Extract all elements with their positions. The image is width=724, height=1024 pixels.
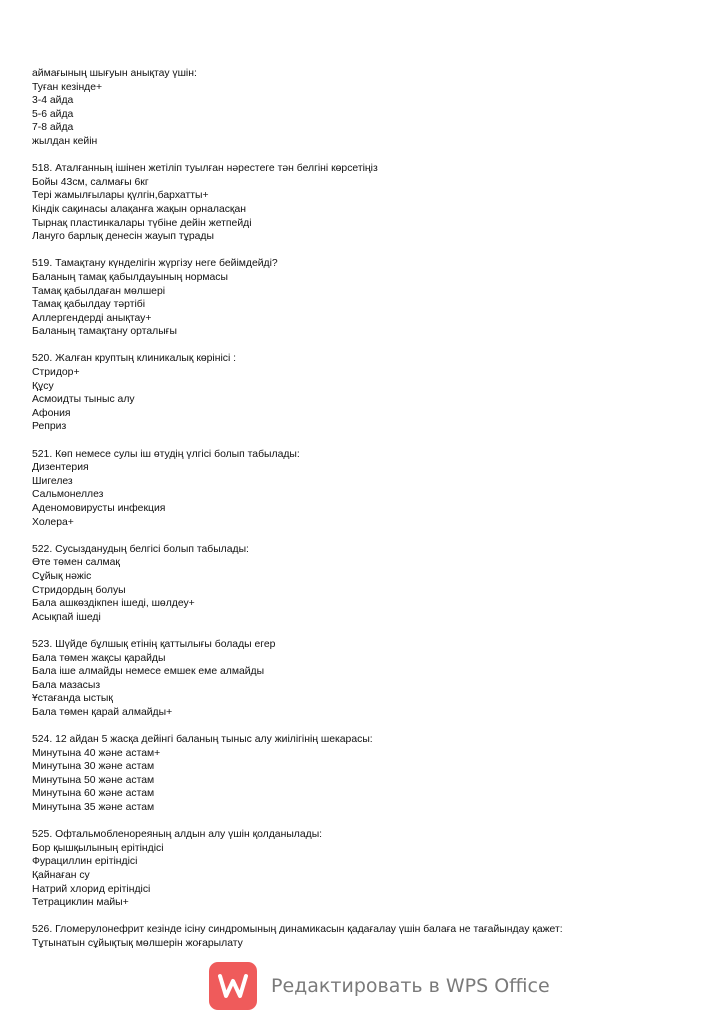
text-line: Тырнақ пластинкалары түбіне дейін жетпейді (32, 217, 252, 229)
text-line: Бойы 43см, салмағы 6кг (32, 176, 149, 188)
text-line: Бала іше алмайды немесе емшек еме алмайды (32, 666, 265, 678)
text-line: Бала мазасыз (32, 679, 101, 691)
text-line: Лануго барлық денесін жауып тұрады (32, 231, 214, 243)
text-line: Ұстағанда ыстық (32, 693, 113, 705)
blank-line (32, 339, 702, 353)
text-line: Туған кезінде+ (32, 81, 103, 93)
text-line: Қайнаған су (32, 870, 90, 882)
text-line: Баланың тамақтану орталығы (32, 326, 177, 338)
text-line: 7-8 айда (32, 122, 74, 134)
text-line: 5-6 айда (32, 108, 74, 120)
text-line: Құсу (32, 380, 54, 392)
text-line: Бала ашкөздікпен ішеді, шөлдеу+ (32, 598, 195, 610)
text-line: Тетрациклин майы+ (32, 897, 129, 909)
text-line: Асықпай ішеді (32, 611, 101, 623)
blank-line (32, 149, 702, 163)
text-line: Реприз (32, 421, 67, 433)
text-line: Натрий хлорид ерітіндісі (32, 883, 151, 895)
text-line: Тері жамылғылары қүлгін,бархатты+ (32, 190, 209, 202)
text-line: Афония (32, 407, 71, 419)
question-text: 519. Тамақтану күнделігін жүргізу неге бейімдейді? (32, 258, 278, 270)
text-line: Сальмонеллез (32, 489, 104, 501)
text-line: Стридор+ (32, 367, 80, 379)
text-line: Аденомовирусты инфекция (32, 503, 166, 514)
text-line: Бала төмен жақсы қарайды (32, 652, 166, 664)
blank-line (32, 529, 702, 543)
text-line: Бала төмен қарай алмайды+ (32, 706, 173, 718)
question-text: 523. Шүйде бұлшық етінің қаттылығы болады егер (32, 638, 276, 650)
text-line: Холера+ (32, 516, 74, 528)
text-line: жылдан кейін (32, 135, 98, 147)
text-line: Тамақ қабылдау тәртібі (32, 299, 146, 311)
document-body (32, 67, 702, 951)
question-text: 526. Гломерулонефрит кезінде ісіну синдромының динамикасын қадағалау үшін балаға не тағайындау қажет: (32, 924, 563, 936)
text-line: Кіндік сақинасы алақанға жақын орналасқан (32, 203, 246, 215)
text-line: Минутына 30 және астам (32, 761, 155, 773)
question-text: 522. Сусызданудың белгісі болып табылады: (32, 543, 249, 555)
question-text: 525. Офтальмобленореяның алдын алу үшін қолданылады: (32, 829, 323, 841)
text-line: Тұтынатын сұйықтық мөлшерін жоғарылату (32, 938, 243, 949)
text-line: Фурациллин ерітіндісі (32, 856, 138, 868)
wps-logo-icon (209, 962, 257, 1010)
text-line: Минутына 40 және астам+ (32, 747, 161, 759)
text-line: Минутына 35 және астам (32, 802, 155, 814)
text-line: Бор қышқылының ерітіндісі (32, 842, 164, 854)
blank-line (32, 815, 702, 829)
text-line: Баланың тамақ қабылдауының нормасы (32, 271, 228, 283)
blank-line (32, 720, 702, 734)
text-line: Стридордың болуы (32, 584, 126, 596)
text-line: Асмоидты тыныс алу (32, 394, 135, 406)
text-line: Дизентерия (32, 462, 89, 474)
text-line: Тамақ қабылдаған мөлшері (32, 285, 166, 297)
question-text: 521. Көп немесе сулы іш өтудің үлгісі болып табылады: (32, 448, 300, 460)
question-text: 520. Жалған круптың клиникалық көрінісі : (32, 353, 237, 365)
blank-line (32, 910, 702, 924)
text-line: Минутына 60 және астам (32, 788, 155, 800)
text-line: Өте төмен салмақ (32, 557, 120, 569)
wps-w-glyph (218, 973, 248, 999)
text-line: Минутына 50 және астам (32, 774, 155, 786)
blank-line (32, 434, 702, 448)
blank-line (32, 624, 702, 638)
question-text: 518. Аталғанның ішінен жетіліп туылған нәрестеге тән белгіні көрсетіңіз (32, 163, 378, 175)
edit-in-wps-banner[interactable] (209, 962, 550, 1010)
text-line: 3-4 айда (32, 95, 74, 107)
text-line: Аллергендерді анықтау+ (32, 312, 152, 324)
wps-banner-label: Редактировать в WPS Office (271, 975, 550, 997)
text-line: аймағының шығуын анықтау үшін: (32, 68, 197, 79)
question-text: 524. 12 айдан 5 жасқа дейінгі баланың тыныс алу жиілігінің шекарасы: (32, 734, 373, 746)
text-line: Сұйық нәжіс (32, 570, 92, 582)
text-line: Шигелез (32, 475, 73, 487)
blank-line (32, 244, 702, 258)
